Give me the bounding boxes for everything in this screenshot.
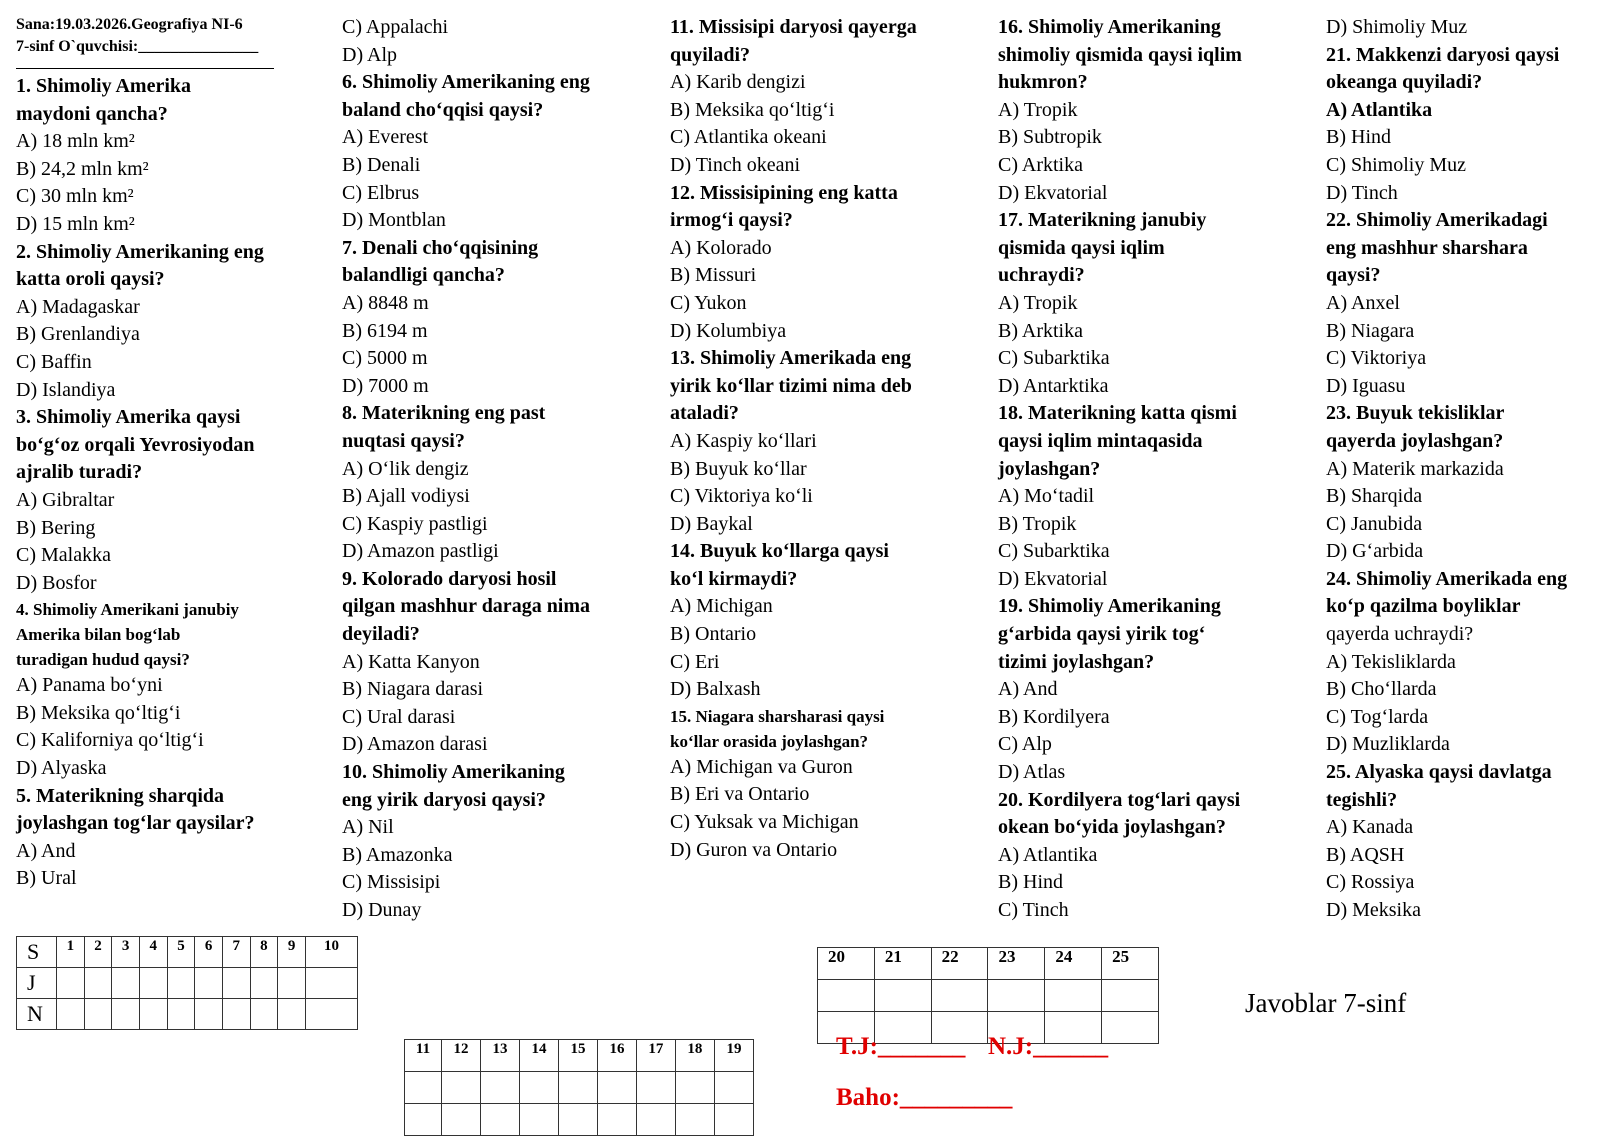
answer-option: B) Denali bbox=[342, 153, 421, 176]
question-line: turadigan hudud qaysi? bbox=[16, 650, 190, 670]
question-line: 21. Makkenzi daryosi qaysi bbox=[1326, 43, 1560, 66]
question-line: 13. Shimoliy Amerikada eng bbox=[670, 347, 912, 370]
question-block bbox=[998, 593, 1298, 786]
answer-option: A) Anxel bbox=[1326, 291, 1400, 314]
answer-grid-11-19 bbox=[404, 1039, 754, 1136]
answer-option: A) Tekisliklarda bbox=[1326, 650, 1456, 673]
grid-number: 3 bbox=[112, 937, 140, 968]
answer-option: A) Tropik bbox=[998, 98, 1078, 121]
grade-field[interactable]: Baho:_________ bbox=[836, 1084, 1013, 1111]
grid-number: 24 bbox=[1045, 948, 1102, 980]
answer-option: B) 6194 m bbox=[342, 319, 428, 342]
question-block bbox=[1326, 566, 1600, 759]
answer-option: D) Tinch bbox=[1326, 181, 1398, 204]
answer-cell[interactable] bbox=[1102, 1012, 1159, 1044]
question-text bbox=[342, 235, 642, 290]
question-line: 4. Shimoliy Amerikani janubiy bbox=[16, 600, 239, 620]
question-block bbox=[342, 400, 642, 566]
answer-cell[interactable] bbox=[167, 968, 195, 999]
answer-option: A) Everest bbox=[342, 126, 429, 149]
answer-option: A) Tropik bbox=[998, 291, 1078, 314]
question-block bbox=[342, 759, 642, 925]
answer-cell[interactable] bbox=[222, 968, 250, 999]
answer-cell[interactable] bbox=[481, 1072, 520, 1104]
answer-cell[interactable] bbox=[139, 968, 167, 999]
question-line: 2. Shimoliy Amerikaning eng bbox=[16, 240, 264, 263]
grid-number: 22 bbox=[931, 948, 988, 980]
grid-number-row bbox=[818, 948, 1159, 980]
answer-option: C) Malakka bbox=[16, 544, 111, 567]
question-line: katta oroli qaysi? bbox=[16, 268, 165, 291]
question-text bbox=[342, 400, 642, 455]
question-block bbox=[1326, 42, 1600, 208]
grid-number: 21 bbox=[874, 948, 931, 980]
answer-cell[interactable] bbox=[195, 968, 223, 999]
answer-option: A) Atlantika bbox=[998, 843, 1098, 866]
answer-option: D) Ekvatorial bbox=[998, 181, 1108, 204]
answer-option: A) And bbox=[998, 678, 1058, 701]
answer-option: D) Ekvatorial bbox=[998, 567, 1108, 590]
answer-cell[interactable] bbox=[139, 999, 167, 1030]
question-text bbox=[342, 69, 642, 124]
answer-grid-20-25 bbox=[817, 947, 1159, 1044]
answer-option: A) Kanada bbox=[1326, 816, 1414, 839]
question-block bbox=[16, 73, 316, 239]
question-text bbox=[670, 180, 970, 235]
answer-option: A) Kolorado bbox=[670, 236, 772, 259]
answer-option: B) Kordilyera bbox=[998, 705, 1110, 728]
total-correct-field[interactable]: T.J:_______ bbox=[836, 1033, 966, 1060]
question-block bbox=[1326, 759, 1600, 925]
question-line: irmog‘i qaysi? bbox=[670, 209, 793, 232]
answer-option: D) Balxash bbox=[670, 678, 761, 701]
question-text bbox=[16, 597, 316, 672]
answer-option: D) Shimoliy Muz bbox=[1326, 16, 1468, 38]
question-line: balandligi qancha? bbox=[342, 264, 505, 287]
question-line: okeanga quyiladi? bbox=[1326, 71, 1483, 94]
question-line: 22. Shimoliy Amerikadagi bbox=[1326, 209, 1548, 232]
question-line: qayerda joylashgan? bbox=[1326, 429, 1504, 452]
answer-option: C) Viktoriya bbox=[1326, 347, 1427, 370]
answer-option: C) Rossiya bbox=[1326, 871, 1415, 894]
question-line: 5. Materikning sharqida bbox=[16, 784, 224, 807]
question-text bbox=[1326, 400, 1600, 455]
question-line: deyiladi? bbox=[342, 623, 420, 646]
answer-option: D) Bosfor bbox=[16, 571, 97, 594]
answer-option: A) O‘lik dengiz bbox=[342, 457, 469, 480]
question-line: tizimi joylashgan? bbox=[998, 650, 1155, 673]
answer-option: C) Alp bbox=[998, 733, 1052, 756]
answer-option: B) Cho‘llarda bbox=[1326, 678, 1437, 701]
answer-option: A) 8848 m bbox=[342, 291, 429, 314]
grid-number: 1 bbox=[57, 937, 85, 968]
question-line: bo‘g‘oz orqali Yevrosiyodan bbox=[16, 433, 255, 456]
answer-option: D) Alyaska bbox=[16, 757, 107, 780]
grid-number: 4 bbox=[139, 937, 167, 968]
grid-row-j bbox=[17, 968, 358, 999]
answer-option: C) 5000 m bbox=[342, 347, 428, 370]
answer-option: C) Elbrus bbox=[342, 181, 420, 204]
question-text bbox=[1326, 42, 1600, 97]
question-block bbox=[1326, 207, 1600, 400]
answer-option: A) 18 mln km² bbox=[16, 130, 135, 153]
column-5 bbox=[1326, 14, 1600, 925]
answers-label: Javoblar 7-sinf bbox=[1245, 988, 1407, 1018]
answer-option: D) Amazon pastligi bbox=[342, 540, 499, 563]
question-line: tegishli? bbox=[1326, 788, 1398, 811]
question-block bbox=[16, 404, 316, 597]
question-line: baland cho‘qqisi qaysi? bbox=[342, 98, 544, 121]
answer-option: C) Viktoriya ko‘li bbox=[670, 485, 813, 508]
answer-cell[interactable] bbox=[195, 999, 223, 1030]
answer-option: B) Subtropik bbox=[998, 126, 1102, 149]
header-student-line: 7-sinf O`quvchisi:_______________ bbox=[16, 38, 259, 55]
row-label-n: N bbox=[17, 999, 57, 1030]
column-2 bbox=[342, 14, 642, 925]
answer-option: B) Sharqida bbox=[1326, 485, 1423, 508]
answer-option: A) Madagaskar bbox=[16, 295, 140, 318]
question-line: 24. Shimoliy Amerikada eng bbox=[1326, 567, 1568, 590]
answer-option: D) 7000 m bbox=[342, 374, 429, 397]
question-line: joylashgan tog‘lar qaysilar? bbox=[16, 812, 255, 835]
question-line: joylashgan? bbox=[998, 457, 1101, 480]
answer-option: D) Kolumbiya bbox=[670, 319, 787, 342]
answer-option: B) AQSH bbox=[1326, 843, 1405, 866]
header-date-line: Sana:19.03.2026.Geografiya NI-6 bbox=[16, 16, 243, 33]
question-text bbox=[1326, 566, 1600, 621]
column-1 bbox=[16, 14, 316, 893]
answer-option: B) 24,2 mln km² bbox=[16, 157, 149, 180]
question-block bbox=[670, 704, 970, 864]
answer-option: A) Mo‘tadil bbox=[998, 485, 1095, 508]
question-block bbox=[342, 235, 642, 401]
grid-number: 18 bbox=[675, 1040, 714, 1072]
answer-option: A) Katta Kanyon bbox=[342, 650, 480, 673]
question-line: eng yirik daryosi qaysi? bbox=[342, 788, 546, 811]
question-line: 1. Shimoliy Amerika bbox=[16, 75, 192, 97]
answer-option: D) Islandiya bbox=[16, 378, 116, 401]
answer-option: D) 15 mln km² bbox=[16, 212, 135, 235]
question-text bbox=[998, 14, 1298, 97]
answer-option: B) Grenlandiya bbox=[16, 323, 140, 346]
question-line: 11. Missisipi daryosi qayerga bbox=[670, 16, 917, 38]
question-text bbox=[670, 345, 970, 428]
answer-option: C) Baffin bbox=[16, 350, 92, 373]
answer-option: C) Appalachi bbox=[342, 16, 449, 38]
question-text bbox=[998, 593, 1298, 676]
answer-option: A) And bbox=[16, 839, 76, 862]
question-block bbox=[16, 597, 316, 782]
question-line: ajralib turadi? bbox=[16, 461, 143, 484]
answer-option: B) Amazonka bbox=[342, 843, 453, 866]
answer-option: C) Kaspiy pastligi bbox=[342, 512, 488, 535]
grid-answer-row bbox=[405, 1072, 754, 1104]
answer-option: C) Tog‘larda bbox=[1326, 705, 1429, 728]
answer-option: C) Tinch bbox=[998, 899, 1069, 921]
question-line: 7. Denali cho‘qqisining bbox=[342, 236, 539, 259]
question-line: qilgan mashhur daraga nima bbox=[342, 595, 591, 618]
answer-cell[interactable] bbox=[1045, 980, 1102, 1012]
answer-option: C) Yukon bbox=[670, 291, 747, 314]
answer-option: A) Atlantika bbox=[1326, 98, 1433, 121]
question-block bbox=[670, 180, 970, 346]
row-label-j: J bbox=[17, 968, 57, 999]
answer-cell[interactable] bbox=[1102, 980, 1159, 1012]
question-text bbox=[998, 207, 1298, 290]
answer-option: D) Muzliklarda bbox=[1326, 733, 1450, 756]
question-line: shimoliy qismida qaysi iqlim bbox=[998, 43, 1242, 66]
answer-option: C) Shimoliy Muz bbox=[1326, 153, 1467, 176]
question-line: 12. Missisipining eng katta bbox=[670, 181, 898, 204]
answer-option: A) Karib dengizi bbox=[670, 71, 806, 94]
question-block bbox=[670, 14, 970, 180]
answer-option: C) 30 mln km² bbox=[16, 185, 134, 208]
question-block bbox=[998, 207, 1298, 400]
question-text bbox=[1326, 207, 1600, 290]
answer-cell[interactable] bbox=[675, 1072, 714, 1104]
question-line: 16. Shimoliy Amerikaning bbox=[998, 16, 1221, 38]
answer-option: B) Eri va Ontario bbox=[670, 783, 810, 806]
answer-cell[interactable] bbox=[250, 999, 278, 1030]
question-line: 6. Shimoliy Amerikaning eng bbox=[342, 71, 590, 94]
answer-option: B) Meksika qo‘ltig‘i bbox=[670, 98, 835, 121]
question-line: g‘arbida qaysi yirik tog‘ bbox=[998, 623, 1206, 646]
question-block bbox=[342, 14, 642, 69]
answer-option: D) Antarktika bbox=[998, 374, 1109, 397]
question-text bbox=[16, 404, 316, 487]
answer-cell[interactable] bbox=[818, 980, 875, 1012]
question-line: 10. Shimoliy Amerikaning bbox=[342, 761, 565, 784]
answer-option: C) Subarktika bbox=[998, 540, 1110, 563]
header-underline bbox=[16, 58, 274, 69]
question-line: okean bo‘yida joylashgan? bbox=[998, 816, 1226, 839]
grid-number: 23 bbox=[988, 948, 1045, 980]
answer-option: B) Ural bbox=[16, 867, 77, 890]
question-line: qaysi? bbox=[1326, 264, 1381, 287]
answer-cell[interactable] bbox=[250, 968, 278, 999]
question-text bbox=[670, 538, 970, 593]
grid-number: 11 bbox=[405, 1040, 442, 1072]
answer-cell[interactable] bbox=[442, 1072, 481, 1104]
question-line: ataladi? bbox=[670, 402, 739, 425]
answer-option: A) Kaspiy ko‘llari bbox=[670, 429, 817, 452]
question-line: 18. Materikning katta qismi bbox=[998, 402, 1237, 425]
question-text bbox=[16, 73, 316, 128]
question-line: ko‘llar orasida joylashgan? bbox=[670, 731, 869, 751]
question-block bbox=[16, 239, 316, 405]
question-line: 9. Kolorado daryosi hosil bbox=[342, 567, 557, 590]
question-text bbox=[670, 14, 970, 69]
question-line: maydoni qancha? bbox=[16, 102, 168, 125]
answer-cell[interactable] bbox=[519, 1072, 558, 1104]
question-line: 20. Kordilyera tog‘lari qaysi bbox=[998, 788, 1241, 811]
question-block bbox=[998, 787, 1298, 925]
question-line: hukmron? bbox=[998, 71, 1088, 94]
answer-cell[interactable] bbox=[167, 999, 195, 1030]
answer-option: D) Atlas bbox=[998, 761, 1066, 784]
answer-cell[interactable] bbox=[988, 980, 1045, 1012]
answer-option: B) Buyuk ko‘llar bbox=[670, 457, 807, 480]
question-text bbox=[670, 704, 970, 754]
answer-cell[interactable] bbox=[931, 980, 988, 1012]
answer-option: D) Dunay bbox=[342, 899, 422, 921]
answer-cell[interactable] bbox=[874, 980, 931, 1012]
answer-option: C) Missisipi bbox=[342, 871, 441, 894]
question-line: 8. Materikning eng past bbox=[342, 402, 546, 425]
column-3 bbox=[670, 14, 970, 864]
question-block bbox=[342, 566, 642, 759]
answer-option: D) Guron va Ontario bbox=[670, 838, 838, 861]
answer-option: C) Eri bbox=[670, 650, 720, 673]
answer-option: C) Ural darasi bbox=[342, 705, 456, 728]
question-block bbox=[1326, 14, 1600, 42]
answer-cell[interactable] bbox=[84, 968, 112, 999]
grid-number: 16 bbox=[597, 1040, 636, 1072]
question-text bbox=[998, 400, 1298, 483]
question-line: eng mashhur sharshara bbox=[1326, 236, 1528, 259]
answer-option: A) Materik markazida bbox=[1326, 457, 1504, 480]
answer-option: B) Hind bbox=[1326, 126, 1391, 149]
answer-option: D) Iguasu bbox=[1326, 374, 1406, 397]
wrong-answers-field[interactable]: N.J:______ bbox=[988, 1033, 1109, 1060]
answer-cell[interactable] bbox=[305, 999, 357, 1030]
answer-cell[interactable] bbox=[558, 1072, 597, 1104]
answer-option: C) Janubida bbox=[1326, 512, 1423, 535]
answer-option: D) Meksika bbox=[1326, 899, 1421, 921]
question-text bbox=[998, 787, 1298, 842]
question-line: 25. Alyaska qaysi davlatga bbox=[1326, 761, 1552, 784]
question-line: qismida qaysi iqlim bbox=[998, 236, 1165, 259]
question-text bbox=[16, 783, 316, 838]
grid-row-n bbox=[17, 999, 358, 1030]
answer-option: B) Niagara bbox=[1326, 319, 1415, 342]
grid-number: 19 bbox=[714, 1040, 753, 1072]
answer-cell[interactable] bbox=[112, 968, 140, 999]
question-block bbox=[342, 69, 642, 235]
question-line: qayerda uchraydi? bbox=[1326, 623, 1474, 646]
grid-number: 9 bbox=[278, 937, 306, 968]
answer-option: D) Alp bbox=[342, 43, 397, 66]
grid-number-row bbox=[405, 1040, 754, 1072]
grid-number: 6 bbox=[195, 937, 223, 968]
grid-number: 17 bbox=[636, 1040, 675, 1072]
answer-option: A) Michigan bbox=[670, 595, 773, 618]
answer-option: A) Michigan va Guron bbox=[670, 755, 853, 778]
question-block bbox=[998, 400, 1298, 593]
grid-number: 10 bbox=[305, 937, 357, 968]
answer-option: D) Tinch okeani bbox=[670, 153, 800, 176]
answer-option: C) Atlantika okeani bbox=[670, 126, 827, 149]
answer-option: B) Missuri bbox=[670, 264, 757, 287]
question-block bbox=[16, 783, 316, 893]
answer-cell[interactable] bbox=[714, 1072, 753, 1104]
answer-cell[interactable] bbox=[636, 1072, 675, 1104]
question-text bbox=[342, 566, 642, 649]
answer-option: D) Amazon darasi bbox=[342, 733, 488, 756]
grid-number: 7 bbox=[222, 937, 250, 968]
question-block bbox=[670, 345, 970, 538]
answer-option: C) Arktika bbox=[998, 153, 1083, 176]
answer-cell[interactable] bbox=[57, 968, 85, 999]
grid-number: 12 bbox=[442, 1040, 481, 1072]
row-label-s: S bbox=[17, 937, 57, 968]
answer-cell[interactable] bbox=[305, 968, 357, 999]
grid-answer-row bbox=[818, 980, 1159, 1012]
question-text bbox=[342, 759, 642, 814]
answer-grid-1-10 bbox=[16, 936, 358, 1030]
grid-number: 20 bbox=[818, 948, 875, 980]
answer-cell[interactable] bbox=[57, 999, 85, 1030]
question-block bbox=[1326, 400, 1600, 566]
column-4 bbox=[998, 14, 1298, 925]
answer-cell[interactable] bbox=[278, 999, 306, 1030]
question-line: 17. Materikning janubiy bbox=[998, 209, 1207, 232]
answer-option: B) Ontario bbox=[670, 623, 757, 646]
question-line: ko‘l kirmaydi? bbox=[670, 567, 798, 590]
question-line: 3. Shimoliy Amerika qaysi bbox=[16, 406, 241, 429]
grid-number: 13 bbox=[481, 1040, 520, 1072]
answer-option: B) Tropik bbox=[998, 512, 1077, 535]
question-line: 19. Shimoliy Amerikaning bbox=[998, 595, 1221, 618]
question-line: nuqtasi qaysi? bbox=[342, 429, 465, 452]
question-block bbox=[670, 538, 970, 704]
grid-number: 5 bbox=[167, 937, 195, 968]
answer-option: C) Subarktika bbox=[998, 347, 1110, 370]
answer-cell[interactable] bbox=[84, 999, 112, 1030]
answer-option: B) Ajall vodiysi bbox=[342, 485, 470, 508]
grid-number: 15 bbox=[558, 1040, 597, 1072]
grid-number: 2 bbox=[84, 937, 112, 968]
answer-option: D) Baykal bbox=[670, 512, 753, 535]
question-line: quyiladi? bbox=[670, 43, 751, 66]
answer-option: B) Niagara darasi bbox=[342, 678, 484, 701]
answer-cell[interactable] bbox=[278, 968, 306, 999]
answer-cell[interactable] bbox=[405, 1072, 442, 1104]
answer-cell[interactable] bbox=[597, 1072, 636, 1104]
answer-option: A) Panama bo‘yni bbox=[16, 674, 163, 697]
question-line: yirik ko‘llar tizimi nima deb bbox=[670, 374, 912, 397]
answer-option: D) G‘arbida bbox=[1326, 540, 1424, 563]
question-block bbox=[998, 14, 1298, 207]
grid-number: 8 bbox=[250, 937, 278, 968]
answer-option: B) Bering bbox=[16, 516, 96, 539]
question-line: ko‘p qazilma boyliklar bbox=[1326, 595, 1521, 618]
answer-option: A) Nil bbox=[342, 816, 394, 839]
answer-option: A) Gibraltar bbox=[16, 488, 115, 511]
grid-number: 25 bbox=[1102, 948, 1159, 980]
answer-option: B) Arktika bbox=[998, 319, 1083, 342]
grid-number: 14 bbox=[519, 1040, 558, 1072]
answer-option: B) Meksika qo‘ltig‘i bbox=[16, 701, 181, 724]
answer-option: B) Hind bbox=[998, 871, 1063, 894]
answer-cell[interactable] bbox=[222, 999, 250, 1030]
question-text bbox=[16, 239, 316, 294]
question-line: qaysi iqlim mintaqasida bbox=[998, 429, 1203, 452]
answer-option: D) Montblan bbox=[342, 209, 446, 232]
answer-cell[interactable] bbox=[112, 999, 140, 1030]
question-line: Amerika bilan bog‘lab bbox=[16, 625, 181, 645]
question-line: 14. Buyuk ko‘llarga qaysi bbox=[670, 540, 889, 563]
question-line: uchraydi? bbox=[998, 264, 1085, 287]
answer-option: C) Kaliforniya qo‘ltig‘i bbox=[16, 729, 204, 752]
answer-option: C) Yuksak va Michigan bbox=[670, 811, 859, 834]
question-line: 23. Buyuk tekisliklar bbox=[1326, 402, 1505, 425]
question-line: 15. Niagara sharsharasi qaysi bbox=[670, 706, 885, 726]
question-text bbox=[1326, 759, 1600, 814]
grid-row-s bbox=[17, 937, 358, 968]
